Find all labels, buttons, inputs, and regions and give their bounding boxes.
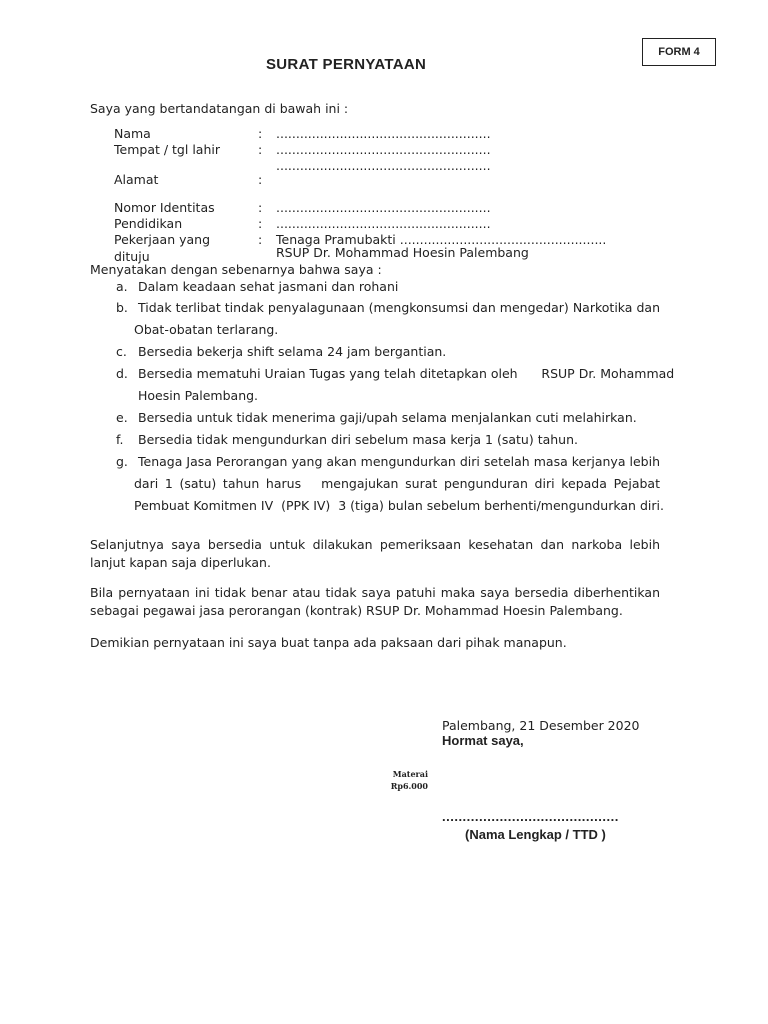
paragraph-sanksi: Bila pernyataan ini tidak benar atau tidak saya patuhi maka saya bersedia diberhentikan sebagai pegawai jasa perorangan (kontrak) RSUP Dr. Mohammad Hoesin Palembang. <box>90 585 660 618</box>
field-value-ttl: ...................................................... <box>276 142 491 157</box>
closing-text: Hormat saya, <box>442 733 524 748</box>
list-item-text-continued: Obat-obatan terlarang. <box>134 322 279 337</box>
field-label-nomor-identitas: Nomor Identitas <box>114 200 215 215</box>
list-item-text: Bersedia mematuhi Uraian Tugas yang telah ditetapkan oleh RSUP Dr. Mohammad <box>138 366 675 381</box>
document-title: SURAT PERNYATAAN <box>266 56 427 73</box>
list-item-letter: a. <box>116 279 128 294</box>
field-value-dituju: RSUP Dr. Mohammad Hoesin Palembang <box>276 245 529 260</box>
list-item-text: Bersedia bekerja shift selama 24 jam bergantian. <box>138 344 447 359</box>
list-item-letter: f. <box>116 432 124 447</box>
list-item-text-continued: dari 1 (satu) tahun harus mengajukan surat pengunduran diri kepada Pejabat <box>134 476 660 491</box>
materai-label: Materai <box>392 769 428 779</box>
materai-stamp-placeholder <box>380 768 428 792</box>
field-value-pendidikan: ...................................................... <box>276 216 491 231</box>
list-item-text: Tidak terlibat tindak penyalagunaan (mengkonsumsi dan mengedar) Narkotika dan <box>138 300 660 315</box>
form-number-label: FORM 4 <box>658 46 700 58</box>
signature-line: ........................................... <box>442 809 619 824</box>
list-item-text: Bersedia untuk tidak menerima gaji/upah selama menjalankan cuti melahirkan. <box>138 410 637 425</box>
field-colon: : <box>258 200 263 215</box>
intro-text: Saya yang bertandatangan di bawah ini : <box>90 101 349 116</box>
list-item-letter: g. <box>116 454 128 469</box>
list-item-text-continued: Hoesin Palembang. <box>138 388 259 403</box>
list-item-text: Tenaga Jasa Perorangan yang akan mengundurkan diri setelah masa kerjanya lebih <box>138 454 660 469</box>
field-colon: : <box>258 172 263 187</box>
field-value-nama: ...................................................... <box>276 126 491 141</box>
field-value-ttl-continued: ...................................................... <box>276 158 491 173</box>
signatory-name: (Nama Lengkap / TTD ) <box>465 827 606 842</box>
field-colon: : <box>258 142 263 157</box>
field-colon: : <box>258 232 263 247</box>
field-label-alamat: Alamat <box>114 172 159 187</box>
paragraph-penutup: Demikian pernyataan ini saya buat tanpa ada paksaan dari pihak manapun. <box>90 635 567 650</box>
list-item-letter: d. <box>116 366 128 381</box>
materai-value: Rp6.000 <box>390 781 428 791</box>
list-item-text-continued: Pembuat Komitmen IV (PPK IV) 3 (tiga) bulan sebelum berhenti/mengundurkan diri. <box>134 498 664 513</box>
list-item-text: Bersedia tidak mengundurkan diri sebelum masa kerja 1 (satu) tahun. <box>138 432 578 447</box>
field-colon: : <box>258 216 263 231</box>
field-value-pekerjaan: Tenaga Pramubakti .................................................... <box>276 232 607 247</box>
list-item-text: Dalam keadaan sehat jasmani dan rohani <box>138 279 399 294</box>
field-colon: : <box>258 126 263 141</box>
list-item-letter: e. <box>116 410 128 425</box>
list-item-letter: c. <box>116 344 127 359</box>
statement-intro: Menyatakan dengan sebenarnya bahwa saya : <box>90 262 382 277</box>
field-label-ttl: Tempat / tgl lahir <box>114 142 220 157</box>
field-label-pendidikan: Pendidikan <box>114 216 183 231</box>
list-item-letter: b. <box>116 300 128 315</box>
place-date: Palembang, 21 Desember 2020 <box>442 718 640 733</box>
form-number-box <box>642 38 716 66</box>
field-label-dituju: dituju <box>114 249 150 264</box>
field-value-nomor-identitas: ...................................................... <box>276 200 491 215</box>
field-label-pekerjaan: Pekerjaan yang <box>114 232 211 247</box>
paragraph-pemeriksaan: Selanjutnya saya bersedia untuk dilakukan pemeriksaan kesehatan dan narkoba lebih lanjut kapan saja diperlukan. <box>90 537 660 570</box>
field-label-nama: Nama <box>114 126 151 141</box>
